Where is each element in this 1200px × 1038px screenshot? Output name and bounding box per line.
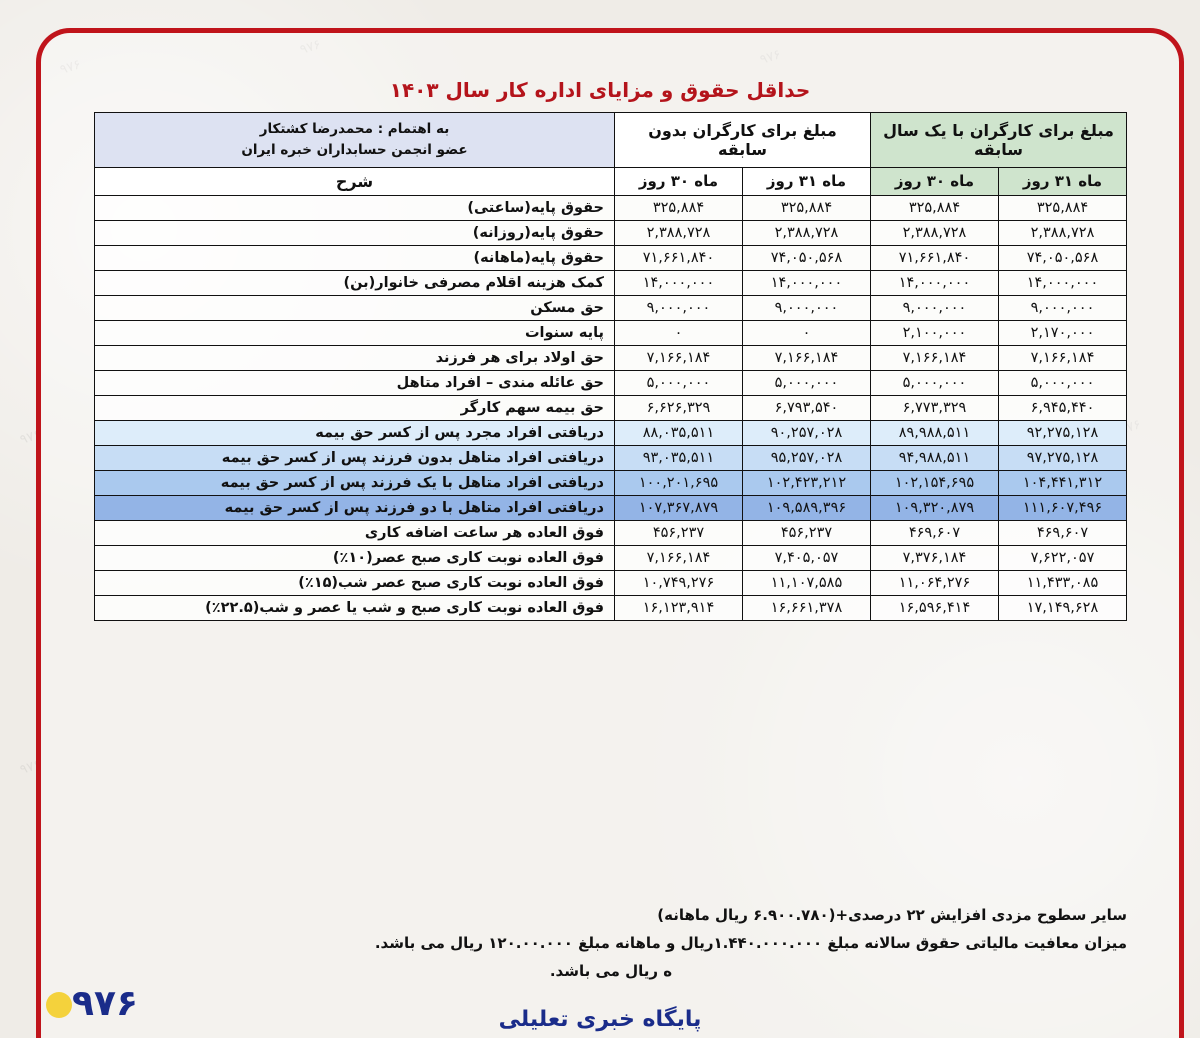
cell-without-history-31: ۰ [742,320,870,345]
cell-without-history-30: ۱۰,۷۴۹,۲۷۶ [614,570,742,595]
cell-without-history-31: ۲,۳۸۸,۷۲۸ [742,220,870,245]
table-row [94,495,1126,520]
table-body [94,195,1126,620]
cell-description: حقوق پایه(روزانه) [94,220,614,245]
cell-description: دریافتی افراد مجرد پس از کسر حق بیمه [94,420,614,445]
cell-without-history-31: ۹,۰۰۰,۰۰۰ [742,295,870,320]
cell-without-history-30: ۰ [614,320,742,345]
table-row [94,445,1126,470]
table-row [94,370,1126,395]
watermark: ۹۷۶ [18,427,43,448]
cell-without-history-30: ۱۰۷,۳۶۷,۸۷۹ [614,495,742,520]
cell-with-history-30: ۹۴,۹۸۸,۵۱۱ [870,445,998,470]
group-header-without-history: مبلغ برای کارگران بدون سابقه [614,113,870,168]
table-row [94,570,1126,595]
footnotes [95,902,1127,985]
cell-with-history-31: ۹۲,۲۷۵,۱۲۸ [999,420,1127,445]
col-with-history-31: ماه ۳۱ روز [999,167,1127,195]
cell-description: حق عائله مندی – افراد متاهل [94,370,614,395]
cell-description: حقوق پایه(ماهانه) [94,245,614,270]
table-row [94,220,1126,245]
cell-without-history-31: ۹۰,۲۵۷,۰۲۸ [742,420,870,445]
footnote-2: میزان معافیت مالیاتی حقوق سالانه مبلغ ۱.۴۴۰.۰۰۰.۰۰۰ریال و ماهانه مبلغ ۱۲۰.۰۰.۰۰۰ ریال می باشد. [374,933,1127,952]
cell-without-history-31: ۵,۰۰۰,۰۰۰ [742,370,870,395]
cell-with-history-30: ۱۱,۰۶۴,۲۷۶ [870,570,998,595]
cell-without-history-30: ۷۱,۶۶۱,۸۴۰ [614,245,742,270]
cell-with-history-31: ۱۱۱,۶۰۷,۴۹۶ [999,495,1127,520]
brand-text: پایگاه خبری تعلیلی [498,1007,702,1032]
cell-description: کمک هزینه اقلام مصرفی خانوار(بن) [94,270,614,295]
cell-with-history-30: ۲,۱۰۰,۰۰۰ [870,320,998,345]
attribution-line-2: عضو انجمن حسابداران خبره ایران [241,141,468,158]
group-header-with-history: مبلغ برای کارگران با یک سال سابقه [870,113,1126,168]
cell-description: فوق العاده نوبت کاری صبح و شب یا عصر و شب(۲۲.۵٪) [94,595,614,620]
col-without-history-30: ماه ۳۰ روز [614,167,742,195]
cell-with-history-30: ۷,۱۶۶,۱۸۴ [870,345,998,370]
site-logo [50,978,200,1030]
table-row [94,270,1126,295]
cell-with-history-31: ۶,۹۴۵,۴۴۰ [999,395,1127,420]
cell-with-history-31: ۳۲۵,۸۸۴ [999,195,1127,220]
cell-without-history-31: ۶,۷۹۳,۵۴۰ [742,395,870,420]
cell-description: دریافتی افراد متاهل با یک فرزند پس از کسر حق بیمه [94,470,614,495]
cell-description: دریافتی افراد متاهل بدون فرزند پس از کسر حق بیمه [94,445,614,470]
cell-without-history-31: ۱۴,۰۰۰,۰۰۰ [742,270,870,295]
cell-with-history-31: ۱۷,۱۴۹,۶۲۸ [999,595,1127,620]
logo-text: ۹۷۶ [72,983,138,1024]
cell-description: حقوق پایه(ساعتی) [94,195,614,220]
cell-with-history-30: ۷۱,۶۶۱,۸۴۰ [870,245,998,270]
cell-description: حق بیمه سهم کارگر [94,395,614,420]
attribution-cell [94,113,614,168]
cell-with-history-30: ۲,۳۸۸,۷۲۸ [870,220,998,245]
cell-without-history-31: ۱۱,۱۰۷,۵۸۵ [742,570,870,595]
cell-without-history-31: ۱۰۹,۵۸۹,۳۹۶ [742,495,870,520]
watermark: ۹۷۶ [18,757,43,778]
cell-without-history-30: ۹۳,۰۳۵,۵۱۱ [614,445,742,470]
col-without-history-31: ماه ۳۱ روز [742,167,870,195]
cell-without-history-31: ۷,۱۶۶,۱۸۴ [742,345,870,370]
cell-with-history-31: ۷,۱۶۶,۱۸۴ [999,345,1127,370]
cell-description: پایه سنوات [94,320,614,345]
cell-without-history-31: ۷,۴۰۵,۰۵۷ [742,545,870,570]
cell-with-history-31: ۴۶۹,۶۰۷ [999,520,1127,545]
cell-without-history-30: ۷,۱۶۶,۱۸۴ [614,345,742,370]
cell-description: فوق العاده هر ساعت اضافه کاری [94,520,614,545]
attribution-line-1: به اهتمام : محمدرضا کشتکار [259,121,450,137]
cell-without-history-30: ۶,۶۲۶,۳۲۹ [614,395,742,420]
table-row [94,345,1126,370]
cell-description: فوق العاده نوبت کاری صبح عصر شب(۱۵٪) [94,570,614,595]
table-row [94,320,1126,345]
cell-with-history-30: ۶,۷۷۳,۳۲۹ [870,395,998,420]
cell-with-history-30: ۱۶,۵۹۶,۴۱۴ [870,595,998,620]
table-group-header-row [94,113,1126,168]
col-description: شرح [94,167,614,195]
table-row [94,470,1126,495]
cell-without-history-30: ۹,۰۰۰,۰۰۰ [614,295,742,320]
cell-description: دریافتی افراد متاهل با دو فرزند پس از کسر حق بیمه [94,495,614,520]
cell-without-history-31: ۷۴,۰۵۰,۵۶۸ [742,245,870,270]
watermark: ۹۷۶ [1118,417,1143,438]
footnote-1: سایر سطوح مزدی افزایش ۲۲ درصدی+(۶.۹۰۰.۷۸۰ ریال ماهانه) [657,906,1127,924]
col-with-history-30: ماه ۳۰ روز [870,167,998,195]
cell-without-history-30: ۱۶,۱۲۳,۹۱۴ [614,595,742,620]
table-row [94,420,1126,445]
cell-without-history-31: ۳۲۵,۸۸۴ [742,195,870,220]
cell-without-history-31: ۱۶,۶۶۱,۳۷۸ [742,595,870,620]
cell-with-history-31: ۱۱,۴۳۳,۰۸۵ [999,570,1127,595]
cell-without-history-30: ۱۴,۰۰۰,۰۰۰ [614,270,742,295]
watermark: ۹۷۶ [298,37,323,58]
cell-with-history-31: ۷,۶۲۲,۰۵۷ [999,545,1127,570]
cell-with-history-30: ۵,۰۰۰,۰۰۰ [870,370,998,395]
cell-without-history-30: ۸۸,۰۳۵,۵۱۱ [614,420,742,445]
cell-with-history-30: ۷,۳۷۶,۱۸۴ [870,545,998,570]
page-title: حداقل حقوق و مزایای اداره کار سال ۱۴۰۳ [389,78,811,102]
watermark: ۹۷۶ [58,57,83,78]
cell-with-history-31: ۲,۳۸۸,۷۲۸ [999,220,1127,245]
cell-without-history-30: ۴۵۶,۲۳۷ [614,520,742,545]
cell-with-history-30: ۳۲۵,۸۸۴ [870,195,998,220]
cell-with-history-30: ۴۶۹,۶۰۷ [870,520,998,545]
cell-with-history-30: ۹,۰۰۰,۰۰۰ [870,295,998,320]
table-row [94,545,1126,570]
cell-with-history-30: ۱۰۹,۳۲۰,۸۷۹ [870,495,998,520]
cell-with-history-30: ۱۰۲,۱۵۴,۶۹۵ [870,470,998,495]
footnote-3: ه ریال می باشد. [549,961,673,980]
table-row [94,195,1126,220]
table-row [94,520,1126,545]
cell-without-history-31: ۴۵۶,۲۳۷ [742,520,870,545]
salary-table [94,112,1127,621]
cell-description: حق مسکن [94,295,614,320]
cell-with-history-31: ۱۰۴,۴۴۱,۳۱۲ [999,470,1127,495]
table-row [94,595,1126,620]
watermark: ۹۷۶ [758,47,783,68]
cell-without-history-30: ۷,۱۶۶,۱۸۴ [614,545,742,570]
cell-without-history-30: ۲,۳۸۸,۷۲۸ [614,220,742,245]
cell-description: فوق العاده نوبت کاری صبح عصر(۱۰٪) [94,545,614,570]
cell-with-history-31: ۱۴,۰۰۰,۰۰۰ [999,270,1127,295]
salary-table-container [95,112,1127,621]
cell-description: حق اولاد برای هر فرزند [94,345,614,370]
cell-without-history-30: ۳۲۵,۸۸۴ [614,195,742,220]
table-row [94,245,1126,270]
cell-with-history-30: ۱۴,۰۰۰,۰۰۰ [870,270,998,295]
cell-with-history-31: ۵,۰۰۰,۰۰۰ [999,370,1127,395]
table-subheader-row [94,167,1126,195]
cell-with-history-31: ۹,۰۰۰,۰۰۰ [999,295,1127,320]
cell-without-history-31: ۹۵,۲۵۷,۰۲۸ [742,445,870,470]
cell-without-history-30: ۵,۰۰۰,۰۰۰ [614,370,742,395]
cell-with-history-30: ۸۹,۹۸۸,۵۱۱ [870,420,998,445]
cell-with-history-31: ۹۷,۲۷۵,۱۲۸ [999,445,1127,470]
cell-with-history-31: ۲,۱۷۰,۰۰۰ [999,320,1127,345]
cell-with-history-31: ۷۴,۰۵۰,۵۶۸ [999,245,1127,270]
logo-dot-icon [46,992,72,1018]
table-row [94,295,1126,320]
table-row [94,395,1126,420]
cell-without-history-31: ۱۰۲,۴۲۳,۲۱۲ [742,470,870,495]
cell-without-history-30: ۱۰۰,۲۰۱,۶۹۵ [614,470,742,495]
